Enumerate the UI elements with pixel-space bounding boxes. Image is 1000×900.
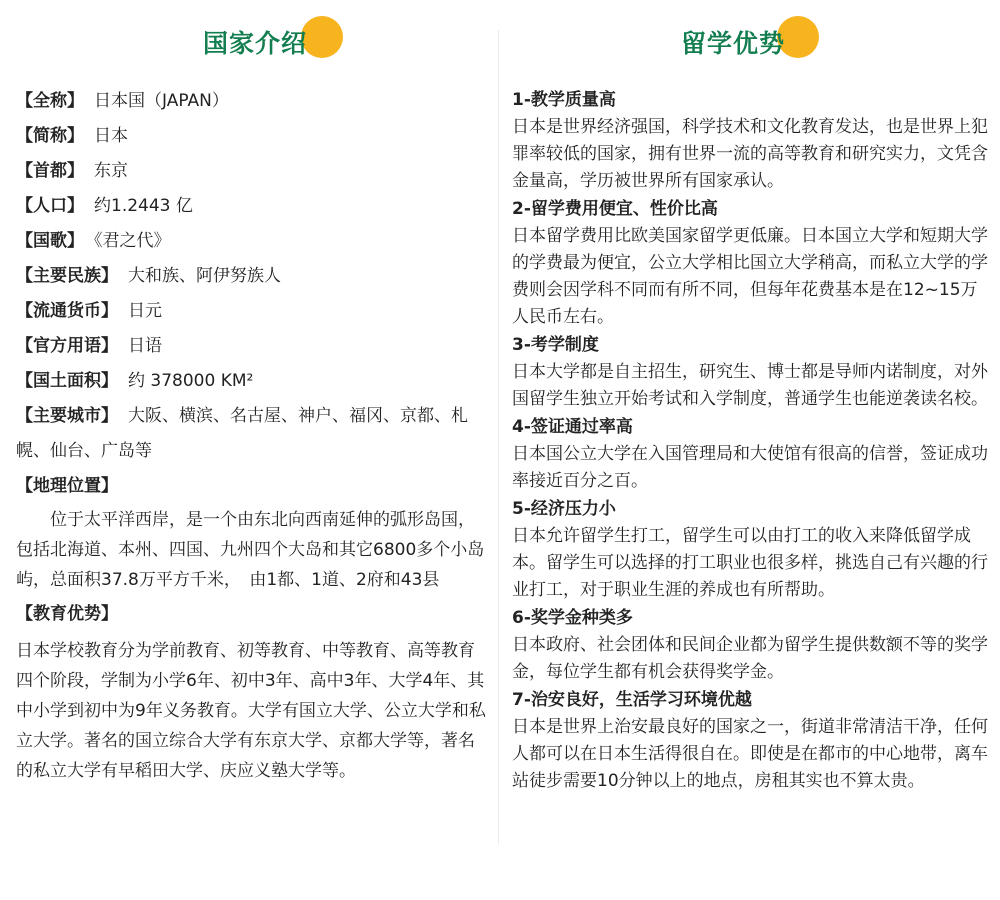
info-key: 【国土面积】: [16, 371, 118, 391]
advantage-item: [512, 331, 988, 413]
info-key: 【简称】: [16, 126, 84, 146]
info-value: 约1.2443 亿: [94, 196, 193, 216]
info-key: 【主要民族】: [16, 266, 118, 286]
info-value: 日本: [94, 126, 128, 146]
advantage-body: 日本是世界上治安最良好的国家之一，街道非常清洁干净，任何人都可以在日本生活得很自在。即使是在都市的中心地带，离车站徒步需要10分钟以上的地点，房租其实也不算太贵。: [512, 717, 988, 791]
advantage-body: 日本国公立大学在入国管理局和大使馆有很高的信誉，签证成功率接近百分之百。: [512, 444, 988, 491]
info-key: 【国歌】: [16, 231, 84, 251]
advantage-item: [512, 86, 988, 195]
advantage-title: 4-签证通过率高: [512, 417, 633, 437]
info-key: 【主要城市】: [16, 406, 118, 426]
advantage-item: [512, 495, 988, 604]
column-divider: [498, 30, 499, 845]
education-text: 日本学校教育分为学前教育、初等教育、中等教育、高等教育四个阶段，学制为小学6年、初中3年、高中3年、大学4年、其中小学到初中为9年义务教育。大学有国立大学、公立大学和私立大学。著名的国立综合大学有东京大学、京都大学等，著名的私立大学有早稻田大学、庆应义塾大学等。: [16, 641, 486, 781]
geo-location-text: 位于太平洋西岸，是一个由东北向西南延伸的弧形岛国，包括北海道、本州、四国、九州四个大岛和其它6800多个小岛屿，总面积37.8万平方千米， 由1都、1道、2府和43县: [16, 510, 485, 590]
info-key: 【首都】: [16, 161, 84, 181]
advantage-item: [512, 195, 988, 331]
advantage-body: 日本留学费用比欧美国家留学更低廉。日本国立大学和短期大学的学费最为便宜，公立大学相比国立大学稍高，而私立大学的学费则会因学科不同而有所不同，但每年花费基本是在12~15万人民币左右。: [512, 226, 988, 327]
info-value: 大和族、阿伊努族人: [128, 266, 281, 286]
info-row-major-cities: [16, 399, 488, 469]
info-row-full-name: [16, 84, 488, 119]
info-value: 大阪、横滨、名古屋、神户、福冈、京都、札幌、仙台、广岛等: [16, 406, 468, 461]
info-row-area: [16, 364, 488, 399]
info-row-capital: [16, 154, 488, 189]
info-row-language: [16, 329, 488, 364]
info-value: 东京: [94, 161, 128, 181]
info-value: 日本国（JAPAN）: [94, 91, 229, 111]
country-intro-section: [16, 84, 488, 786]
info-key: 【官方用语】: [16, 336, 118, 356]
info-value: 《君之代》: [94, 231, 171, 251]
advantage-title: 1-教学质量高: [512, 90, 616, 110]
info-key: 【全称】: [16, 91, 84, 111]
advantage-title: 2-留学费用便宜、性价比高: [512, 199, 718, 219]
info-value: 约 378000 KM²: [128, 371, 254, 391]
education-key: 【教育优势】: [16, 604, 118, 624]
advantage-item: [512, 413, 988, 495]
info-row-short-name: [16, 119, 488, 154]
country-intro-title: 国家介绍: [203, 29, 308, 58]
advantage-body: 日本大学都是自主招生，研究生、博士都是导师内诺制度，对外国留学生独立开始考试和入学制度，普通学生也能逆袭读名校。: [512, 362, 988, 409]
advantage-body: 日本允许留学生打工，留学生可以由打工的收入来降低留学成本。留学生可以选择的打工职业也很多样，挑选自己有兴趣的行业打工，对于职业生涯的养成也有所帮助。: [512, 526, 988, 600]
info-row-population: [16, 189, 488, 224]
study-advantages-title: 留学优势: [681, 29, 786, 58]
advantage-title: 5-经济压力小: [512, 499, 616, 519]
advantage-title: 7-治安良好，生活学习环境优越: [512, 690, 752, 710]
info-row-anthem: [16, 224, 488, 259]
advantage-body: 日本政府、社会团体和民间企业都为留学生提供数额不等的奖学金，每位学生都有机会获得奖学金。: [512, 635, 988, 682]
info-value: 日语: [128, 336, 162, 356]
heading-accent-circle: [301, 16, 343, 58]
info-key: 【人口】: [16, 196, 84, 216]
study-advantages-heading: [681, 16, 831, 66]
info-row-currency: [16, 294, 488, 329]
advantage-item: [512, 686, 988, 795]
geo-location-key: 【地理位置】: [16, 476, 118, 496]
info-key: 【流通货币】: [16, 301, 118, 321]
advantage-item: [512, 604, 988, 686]
country-intro-heading: [203, 16, 353, 66]
advantage-body: 日本是世界经济强国，科学技术和文化教育发达，也是世界上犯罪率较低的国家，拥有世界一流的高等教育和研究实力，文凭含金量高，学历被世界所有国家承认。: [512, 117, 988, 191]
advantage-title: 3-考学制度: [512, 335, 599, 355]
study-advantages-section: [512, 86, 988, 795]
info-row-ethnic-groups: [16, 259, 488, 294]
advantage-title: 6-奖学金种类多: [512, 608, 633, 628]
info-value: 日元: [128, 301, 162, 321]
